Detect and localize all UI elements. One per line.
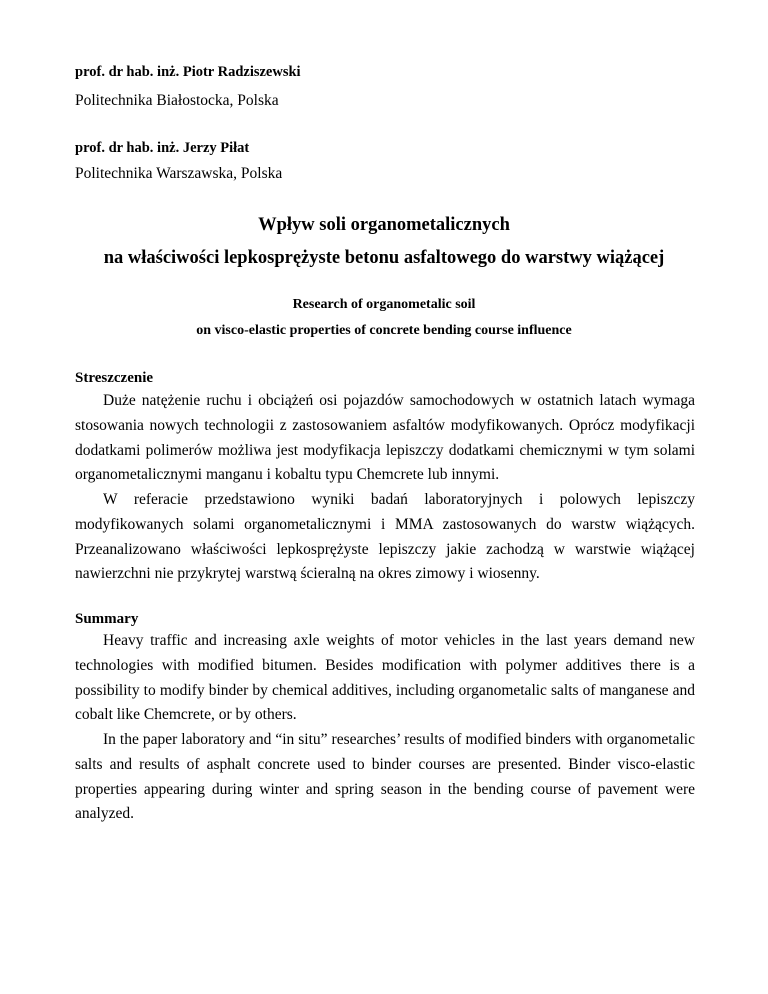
summary-paragraph-1: Heavy traffic and increasing axle weights of motor vehicles in the last years demand new technologies with modified bitumen. Besides modification with polymer additives there is a possibility to modify binder by chemical additives, including organometalic salts of manganese and cobalt like Chemcrete, or by others. [75, 632, 695, 724]
streszczenie-paragraph-1: Duże natężenie ruchu i obciążeń osi pojazdów samochodowych w ostatnich latach wymaga stosowania nowych technologii z zastosowaniem asfaltów modyfikowanych. Oprócz modyfikacji dodatkami polimerów możliwa jest modyfikacja lepiszczy dodatkami chemicznymi w tym solami organometalicznymi manganu i kobaltu typu Chemcrete lub innymi. [75, 392, 695, 484]
author-2-affiliation: Politechnika Warszawska, Polska [75, 165, 283, 182]
title-english-line-1: Research of organometalic soil [292, 297, 476, 312]
author-1-affiliation: Politechnika Białostocka, Polska [75, 92, 279, 109]
summary-paragraph-2: In the paper laboratory and “in situ” researches’ results of modified binders with organometalic salts and results of asphalt concrete used to binder courses are presented. Binder visco-elastic properties appearing during winter and spring season in the bending course of pavement were analyzed. [75, 731, 695, 823]
title-polish-line-2: na właściwości lepkosprężyste betonu asfaltowego do warstwy wiążącej [103, 248, 665, 268]
author-2-name: prof. dr hab. inż. Jerzy Piłat [75, 140, 250, 156]
streszczenie-paragraph-2: W referacie przedstawiono wyniki badań laboratoryjnych i polowych lepiszczy modyfikowanych solami organometalicznymi i MMA zastosowanych do warstw wiążących. Przeanalizowano właściwości lepkosprężyste lepiszczy jakie zachodzą w warstwie wiążącej nawierzchni nie przykrytej warstwą ścieralną na okres zimowy i wiosenny. [75, 491, 695, 583]
title-polish-line-1: Wpływ soli organometalicznych [258, 215, 510, 235]
author-1-name: prof. dr hab. inż. Piotr Radziszewski [75, 64, 301, 80]
streszczenie-heading: Streszczenie [75, 370, 154, 386]
title-english-line-2: on visco-elastic properties of concrete bending course influence [196, 323, 572, 338]
summary-heading: Summary [75, 611, 139, 627]
